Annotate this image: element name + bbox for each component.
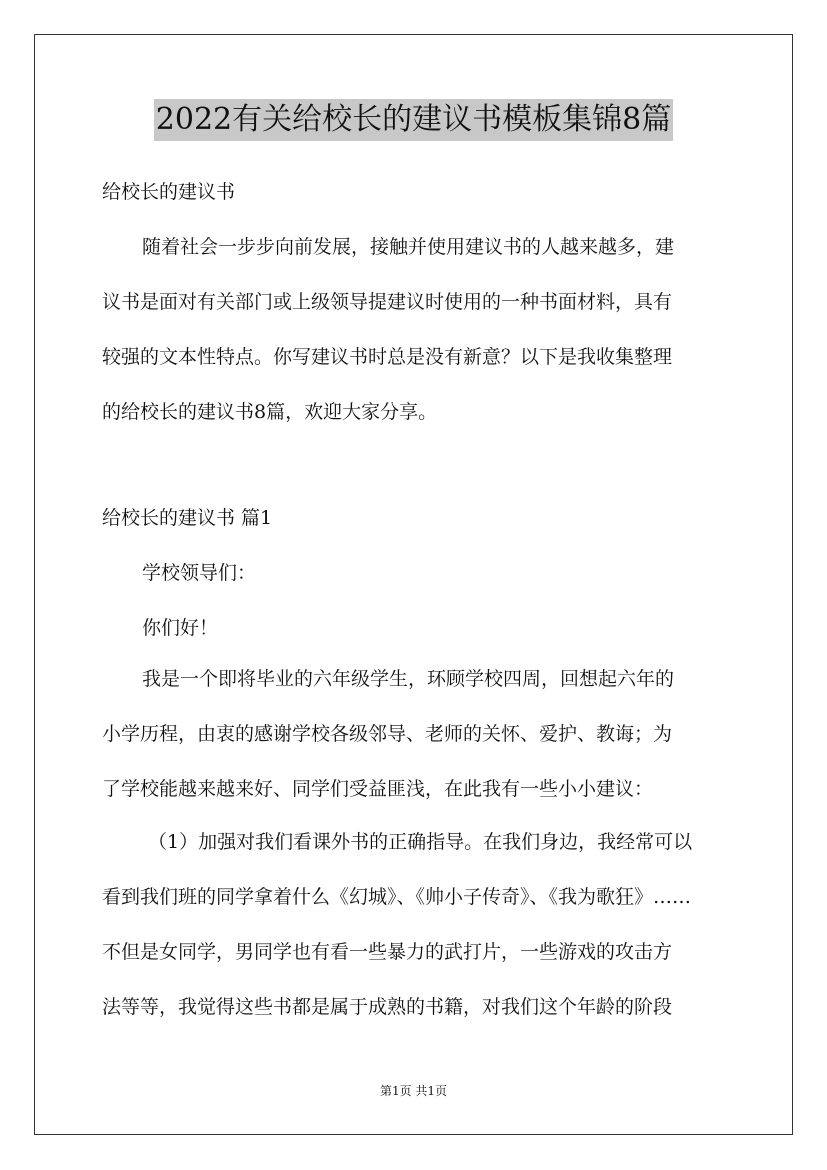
salutation: 学校领导们： bbox=[142, 562, 257, 584]
intro-line: 随着社会一步步向前发展，接触并使用建议书的人越来越多，建 bbox=[142, 236, 675, 258]
letter-opening bbox=[102, 546, 732, 656]
intro-line: 的给校长的建议书8篇，欢迎大家分享。 bbox=[102, 401, 438, 423]
intro-line: 较强的文本性特点。你写建议书时总是没有新意？以下是我收集整理 bbox=[102, 346, 673, 368]
body-line: （1）加强对我们看课外书的正确指导。在我们身边，我经常可以 bbox=[148, 831, 693, 853]
body-line: 小学历程，由衷的感谢学校各级邻导、老师的关怀、爱护、教诲；为 bbox=[102, 723, 673, 745]
document-title: 2022有关给校长的建议书模板集锦8篇 bbox=[154, 99, 673, 141]
body-paragraph-1 bbox=[102, 652, 732, 817]
intro-heading-block bbox=[102, 165, 732, 220]
section1-heading-block bbox=[102, 491, 732, 546]
title-container bbox=[0, 99, 827, 141]
intro-paragraph bbox=[102, 220, 732, 440]
intro-heading: 给校长的建议书 bbox=[102, 181, 236, 203]
body-line: 看到我们班的同学拿着什么《幻城》、《帅小子传奇》、《我为歌狂》…… bbox=[102, 886, 692, 908]
greeting: 你们好！ bbox=[142, 617, 219, 639]
body-line: 不但是女同学，男同学也有看一些暴力的武打片，一些游戏的攻击方 bbox=[102, 941, 673, 963]
body-line: 法等等，我觉得这些书都是属于成熟的书籍，对我们这个年龄的阶段 bbox=[102, 996, 673, 1018]
section1-heading: 给校长的建议书 篇1 bbox=[102, 507, 273, 529]
intro-line: 议书是面对有关部门或上级领导提建议时使用的一种书面材料，具有 bbox=[102, 291, 673, 313]
page-footer: 第1页 共1页 bbox=[379, 1084, 448, 1098]
body-line: 我是一个即将毕业的六年级学生，环顾学校四周，回想起六年的 bbox=[142, 668, 675, 690]
body-paragraph-2 bbox=[102, 815, 732, 1035]
body-line: 了学校能越来越来好、同学们受益匪浅，在此我有一些小小建议： bbox=[102, 778, 654, 800]
